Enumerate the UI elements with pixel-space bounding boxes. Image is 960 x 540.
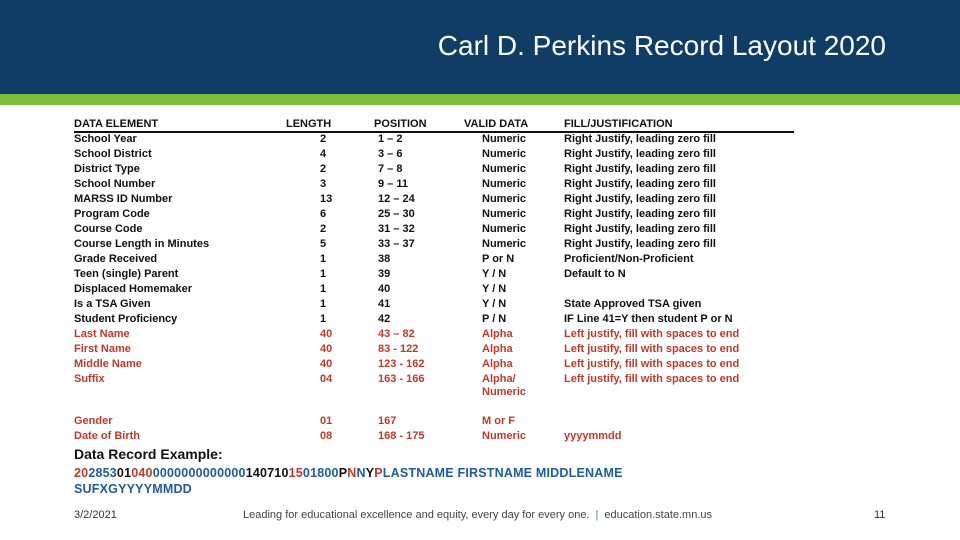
cell-valid-data: Numeric [482, 148, 527, 160]
example-record-line-1 [74, 466, 623, 480]
cell-valid-data: Numeric [482, 133, 527, 145]
cell-length: 40 [320, 343, 333, 355]
cell-fill-justification: Right Justify, leading zero fill [564, 223, 716, 235]
example-segment: 15 [288, 466, 303, 480]
slide-title: Carl D. Perkins Record Layout 2020 [437, 30, 886, 61]
cell-position: 39 [378, 268, 391, 280]
cell-length: 04 [320, 373, 333, 385]
cell-length: 1 [320, 298, 327, 310]
cell-position: 1 – 2 [378, 133, 403, 145]
record-layout-table [74, 117, 794, 445]
cell-data-element: Program Code [74, 208, 150, 220]
example-segment: 01800 [302, 466, 339, 480]
table-row [74, 283, 794, 298]
table-row [74, 238, 794, 253]
cell-length: 1 [320, 253, 327, 265]
table-row [74, 163, 794, 178]
example-segment: 20 [74, 466, 89, 480]
cell-data-element: School District [74, 148, 152, 160]
table-header-row [74, 117, 794, 132]
table-body [74, 132, 794, 445]
cell-position: 168 - 175 [378, 430, 425, 442]
cell-data-element: Suffix [74, 373, 105, 385]
table-row [74, 253, 794, 268]
cell-valid-data: Numeric [482, 223, 527, 235]
cell-length: 01 [320, 415, 333, 427]
cell-fill-justification: Left justify, fill with spaces to end [564, 343, 740, 355]
example-segment: 040 [131, 466, 153, 480]
table-row [74, 208, 794, 223]
cell-length: 5 [320, 238, 327, 250]
example-segment: 01 [116, 466, 132, 480]
header-data-element: DATA ELEMENT [74, 117, 286, 132]
header-fill-justification: FILL/JUSTIFICATION [564, 117, 794, 132]
page-number: 11 [874, 509, 886, 521]
example-segment: SUFX [74, 482, 109, 496]
cell-valid-data: Numeric [482, 208, 527, 220]
cell-valid-data: P or N [482, 253, 515, 265]
cell-position: 38 [378, 253, 391, 265]
cell-position: 123 - 162 [378, 358, 425, 370]
cell-data-element: Grade Received [74, 253, 158, 265]
cell-position: 3 – 6 [378, 148, 403, 160]
example-segment: N [356, 466, 366, 480]
cell-fill-justification: IF Line 41=Y then student P or N [564, 313, 733, 325]
cell-data-element: Gender [74, 415, 113, 427]
table-row [74, 298, 794, 313]
example-segment: P [338, 466, 348, 480]
cell-data-element: School Year [74, 133, 137, 145]
example-record-line-2 [74, 482, 192, 496]
cell-length: 40 [320, 328, 333, 340]
cell-valid-data: Y / N [482, 283, 507, 295]
cell-data-element: Is a TSA Given [74, 298, 151, 310]
example-segment: 140710 [245, 466, 289, 480]
cell-fill-justification: Default to N [564, 268, 626, 280]
table-row [74, 373, 794, 400]
cell-valid-data: Y / N [482, 268, 507, 280]
cell-length: 40 [320, 358, 333, 370]
cell-data-element: Date of Birth [74, 430, 140, 442]
example-segment: YYYYMMDD [118, 482, 192, 496]
cell-length: 13 [320, 193, 333, 205]
cell-fill-justification: Left justify, fill with spaces to end [564, 328, 740, 340]
table-row [74, 132, 794, 148]
table-spacer-row [74, 400, 794, 415]
cell-position: 40 [378, 283, 391, 295]
cell-position: 43 – 82 [378, 328, 415, 340]
table-row [74, 178, 794, 193]
cell-position: 33 – 37 [378, 238, 415, 250]
cell-valid-data: Alpha [482, 328, 513, 340]
example-segment: 2853 [88, 466, 117, 480]
example-segment: LASTNAME FIRSTNAME MIDDLENAME [382, 466, 623, 480]
cell-data-element: Displaced Homemaker [74, 283, 192, 295]
example-segment: G [108, 482, 119, 496]
cell-data-element: MARSS ID Number [74, 193, 173, 205]
cell-fill-justification: Proficient/Non-Proficient [564, 253, 694, 265]
cell-data-element: First Name [74, 343, 131, 355]
table-row [74, 268, 794, 283]
cell-length: 2 [320, 223, 327, 235]
header-position: POSITION [374, 117, 464, 132]
header-banner [0, 0, 960, 94]
cell-position: 9 – 11 [378, 178, 408, 190]
cell-length: 1 [320, 313, 327, 325]
cell-data-element: Middle Name [74, 358, 142, 370]
cell-valid-data: Numeric [482, 193, 527, 205]
cell-valid-data: Alpha [482, 343, 513, 355]
cell-data-element: Last Name [74, 328, 130, 340]
table-row [74, 343, 794, 358]
cell-valid-data: M or F [482, 415, 515, 427]
table-row [74, 415, 794, 430]
cell-length: 1 [320, 268, 327, 280]
record-layout-table-container [74, 117, 794, 445]
cell-data-element: Course Code [74, 223, 143, 235]
cell-valid-data: P / N [482, 313, 507, 325]
cell-valid-data: Numeric [482, 430, 527, 442]
cell-position: 167 [378, 415, 397, 427]
cell-length: 1 [320, 283, 327, 295]
cell-position: 163 - 166 [378, 373, 425, 385]
cell-position: 42 [378, 313, 391, 325]
example-segment: N [347, 466, 357, 480]
cell-valid-data: Numeric [482, 163, 527, 175]
cell-length: 2 [320, 163, 327, 175]
footer-tagline: Leading for educational excellence and equity, every day for every one. [243, 509, 590, 521]
example-segment: Y [365, 466, 375, 480]
cell-length: 2 [320, 133, 327, 145]
cell-position: 31 – 32 [378, 223, 415, 235]
cell-fill-justification: Right Justify, leading zero fill [564, 208, 716, 220]
cell-valid-data [464, 373, 564, 400]
cell-data-element: Student Proficiency [74, 313, 178, 325]
table-row [74, 358, 794, 373]
cell-position: 25 – 30 [378, 208, 415, 220]
cell-data-element: School Number [74, 178, 156, 190]
cell-data-element: District Type [74, 163, 140, 175]
cell-fill-justification: Right Justify, leading zero fill [564, 193, 716, 205]
cell-fill-justification: Right Justify, leading zero fill [564, 178, 716, 190]
table-row [74, 148, 794, 163]
cell-position: 7 – 8 [378, 163, 403, 175]
footer-tagline-block [243, 509, 712, 521]
accent-bar [0, 94, 960, 105]
footer-site: education.state.mn.us [604, 509, 713, 521]
example-segment: P [374, 466, 383, 480]
cell-fill-justification: Left justify, fill with spaces to end [564, 358, 740, 370]
header-valid-data: VALID DATA [464, 117, 564, 132]
cell-fill-justification [564, 283, 794, 298]
valid-data-line: Numeric [482, 386, 527, 398]
cell-position: 12 – 24 [378, 193, 415, 205]
header-length: LENGTH [286, 117, 374, 132]
cell-fill-justification: Right Justify, leading zero fill [564, 163, 716, 175]
cell-fill-justification: Right Justify, leading zero fill [564, 148, 716, 160]
cell-valid-data: Alpha [482, 358, 513, 370]
example-heading: Data Record Example: [74, 446, 223, 462]
table-row [74, 313, 794, 328]
cell-fill-justification: Right Justify, leading zero fill [564, 133, 716, 145]
cell-fill-justification: State Approved TSA given [564, 298, 702, 310]
cell-fill-justification [564, 415, 794, 430]
table-row [74, 430, 794, 445]
cell-position: 83 - 122 [378, 343, 419, 355]
cell-fill-justification: yyyymmdd [564, 430, 622, 442]
cell-length: 3 [320, 178, 327, 190]
cell-valid-data: Y / N [482, 298, 507, 310]
cell-valid-data: Numeric [482, 178, 527, 190]
cell-fill-justification: Left justify, fill with spaces to end [564, 373, 740, 385]
footer-date: 3/2/2021 [74, 509, 117, 521]
valid-data-line: Alpha/ [482, 373, 516, 385]
cell-data-element: Teen (single) Parent [74, 268, 179, 280]
cell-length: 6 [320, 208, 327, 220]
cell-fill-justification: Right Justify, leading zero fill [564, 238, 716, 250]
table-row [74, 328, 794, 343]
footer-separator: | [595, 509, 599, 521]
cell-data-element: Course Length in Minutes [74, 238, 210, 250]
cell-position: 41 [378, 298, 391, 310]
cell-length: 4 [320, 148, 327, 160]
cell-length: 08 [320, 430, 333, 442]
cell-valid-data: Numeric [482, 238, 527, 250]
table-row [74, 193, 794, 208]
table-row [74, 223, 794, 238]
example-segment: 0000000000000 [152, 466, 246, 480]
